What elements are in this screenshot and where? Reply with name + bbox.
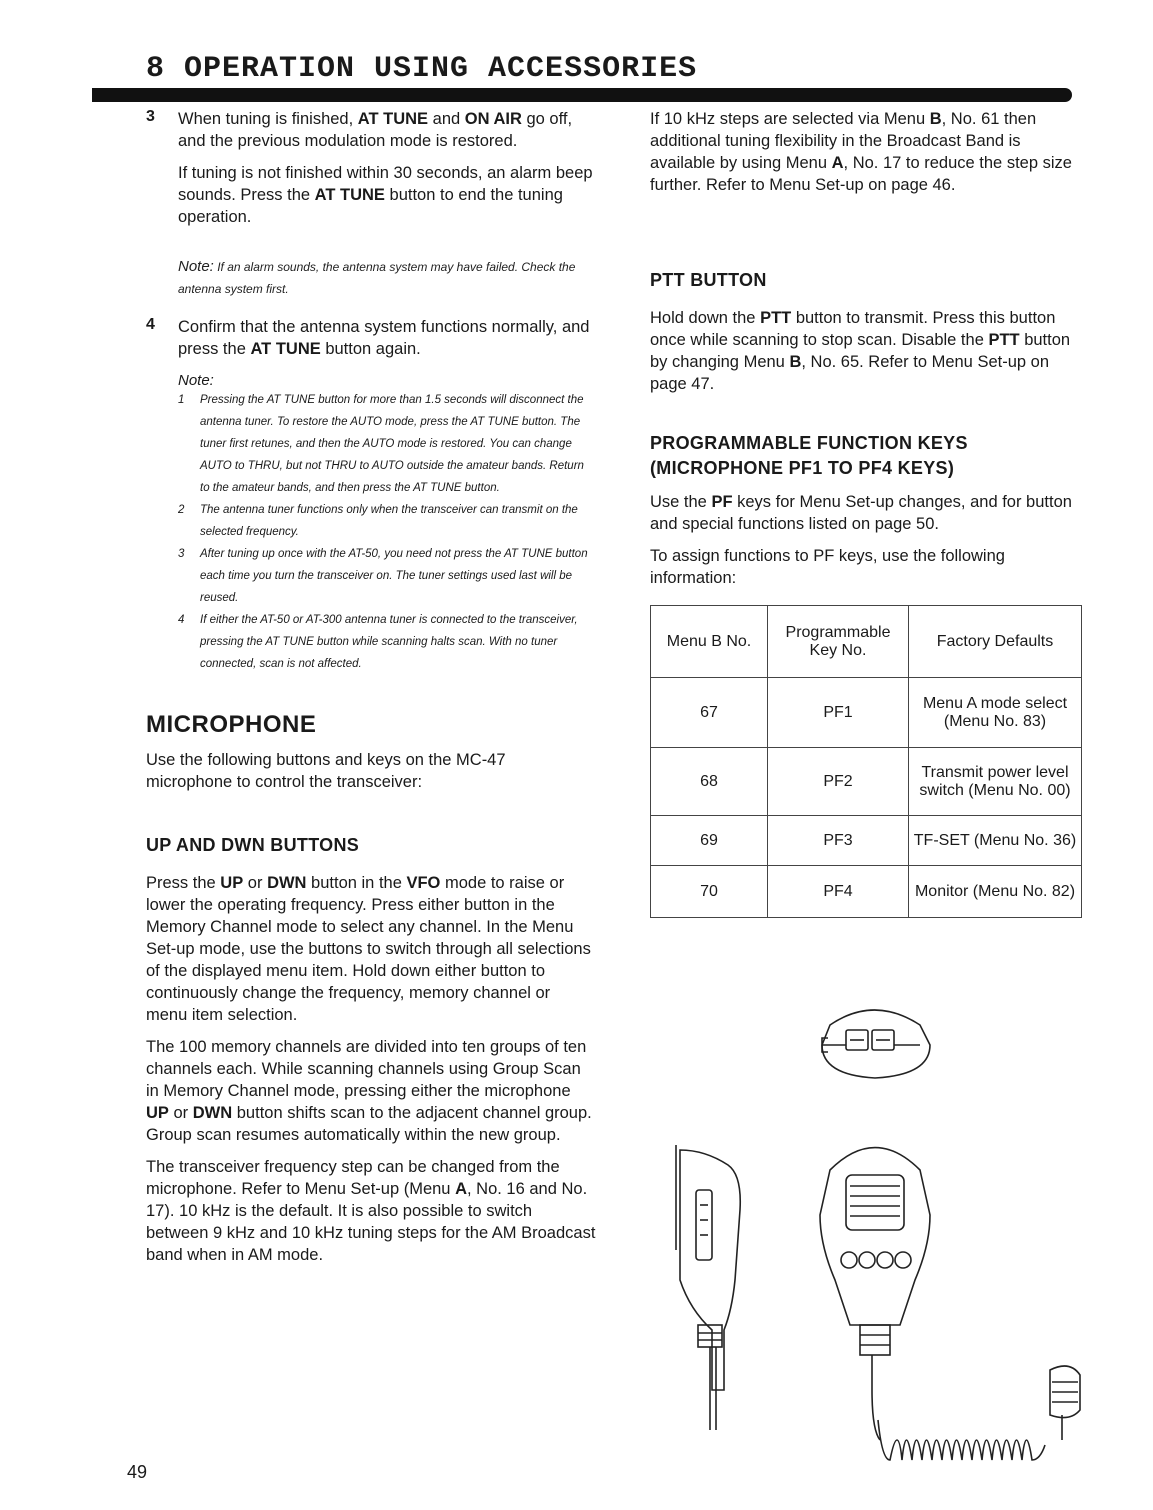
updwn-paragraph-2: The 100 memory channels are divided into ten groups of ten channels each. While scanning channels using Group Scan in Memory Channel mode, pressing either the microphone UP or DWN button shifts scan to the adjacent channel group. Group scan resumes automatically within the new group. xyxy=(146,1038,592,1144)
note-2-label: Note: xyxy=(178,372,214,389)
broadcast-band-paragraph: If 10 kHz steps are selected via Menu B, No. 61 then additional tuning flexibility in the Broadcast Band is available by using Menu A, No. 17 to reduce the step size further. Refer to Menu Set-up on page 46. xyxy=(650,110,1072,194)
menu-b-number: 67 xyxy=(651,678,768,748)
table-row xyxy=(651,866,1082,918)
note-item: 3 After tuning up once with the AT-50, you need not press the AT TUNE button each time you turn the transceiver on. The tuner settings used last will be reused. xyxy=(178,548,588,604)
table-header: Programmable Key No. xyxy=(768,606,909,678)
updwn-paragraph-1: Press the UP or DWN button in the VFO mode to raise or lower the operating frequency. Press either button in the Memory Channel mode to select any channel. In the Menu Set-up mode, use the buttons to switch through all selections of the displayed menu item. Hold down either button to continuously change the frequency, memory channel or menu item selection. xyxy=(146,874,591,1024)
table-header-row xyxy=(651,606,1082,678)
note-item: 2 The antenna tuner functions only when the transceiver can transmit on the selected frequency. xyxy=(178,504,578,538)
mic-side-view-icon xyxy=(676,1145,740,1430)
step-3-text: When tuning is finished, AT TUNE and ON AIR go off, and the previous modulation mode is restored. xyxy=(178,110,573,150)
key-number: PF3 xyxy=(768,816,909,866)
pf-assignment-table xyxy=(650,605,1082,918)
table-header: Factory Defaults xyxy=(909,606,1082,678)
right-column xyxy=(650,108,1090,918)
factory-default: Transmit power level switch (Menu No. 00) xyxy=(909,748,1082,816)
updwn-heading: UP AND DWN BUTTONS xyxy=(146,835,360,855)
pf-heading: PROGRAMMABLE FUNCTION KEYS (MICROPHONE PF1 TO PF4 KEYS) xyxy=(650,433,968,478)
left-column xyxy=(146,108,596,1266)
microphone-heading: MICROPHONE xyxy=(146,711,317,738)
factory-default: TF-SET (Menu No. 36) xyxy=(909,816,1082,866)
page-number: 49 xyxy=(127,1462,148,1482)
chapter-title: 8 OPERATION USING ACCESSORIES xyxy=(146,52,698,86)
pf-paragraph-1: Use the PF keys for Menu Set-up changes, and for button and special functions listed on page 50. xyxy=(650,493,1072,533)
mic-front-view-icon xyxy=(820,1148,1080,1461)
microphone-illustration xyxy=(650,990,1090,1490)
key-number: PF4 xyxy=(768,866,909,918)
factory-default: Monitor (Menu No. 82) xyxy=(909,866,1082,918)
factory-default: Menu A mode select (Menu No. 83) xyxy=(909,678,1082,748)
key-number: PF1 xyxy=(768,678,909,748)
table-row xyxy=(651,748,1082,816)
mic-top-view-icon xyxy=(822,1010,930,1078)
step-3 xyxy=(146,108,596,228)
note-label: Note: xyxy=(178,258,214,275)
step-number: 4 xyxy=(146,316,155,333)
note-2-list xyxy=(178,389,596,675)
step-number: 3 xyxy=(146,108,155,125)
table-header: Menu B No. xyxy=(651,606,768,678)
note-text: If an alarm sounds, the antenna system may have failed. Check the antenna system first. xyxy=(178,260,576,296)
table-row xyxy=(651,816,1082,866)
ptt-heading: PTT BUTTON xyxy=(650,270,767,290)
menu-b-number: 68 xyxy=(651,748,768,816)
step-3-detail: If tuning is not finished within 30 seconds, an alarm beep sounds. Press the AT TUNE button to end the tuning operation. xyxy=(178,164,593,226)
menu-b-number: 69 xyxy=(651,816,768,866)
pf-paragraph-2: To assign functions to PF keys, use the following information: xyxy=(650,547,1005,587)
table-row xyxy=(651,678,1082,748)
note-item: 4 If either the AT-50 or AT-300 antenna tuner is connected to the transceiver, pressing the AT TUNE button while scanning halts scan. With no tuner connected, scan is not affected. xyxy=(178,614,578,670)
note-1 xyxy=(178,256,596,300)
step-4-text: Confirm that the antenna system functions normally, and press the AT TUNE button again. xyxy=(178,318,590,358)
step-4 xyxy=(146,316,596,360)
updwn-paragraph-3: The transceiver frequency step can be changed from the microphone. Refer to Menu Set-up (Menu A, No. 16 and No. 17). 10 kHz is the default. It is also possible to switch between 9 kHz and 10 kHz tuning steps for the AM Broadcast band when in AM mode. xyxy=(146,1158,596,1264)
key-number: PF2 xyxy=(768,748,909,816)
microphone-intro: Use the following buttons and keys on the MC-47 microphone to control the transceiver: xyxy=(146,751,506,791)
ptt-paragraph: Hold down the PTT button to transmit. Press this button once while scanning to stop scan. Disable the PTT button by changing Menu B, No. 65. Refer to Menu Set-up on page 47. xyxy=(650,309,1071,393)
menu-b-number: 70 xyxy=(651,866,768,918)
note-item: 1 Pressing the AT TUNE button for more than 1.5 seconds will disconnect the antenna tuner. To restore the AUTO mode, press the AT TUNE button. The tuner first retunes, and then the AUTO mode is restored. You can change AUTO to THRU, but not THRU to AUTO outside the amateur bands. Return to the amateur bands, and then press the AT TUNE button. xyxy=(178,394,584,494)
header-rule xyxy=(92,88,1072,102)
